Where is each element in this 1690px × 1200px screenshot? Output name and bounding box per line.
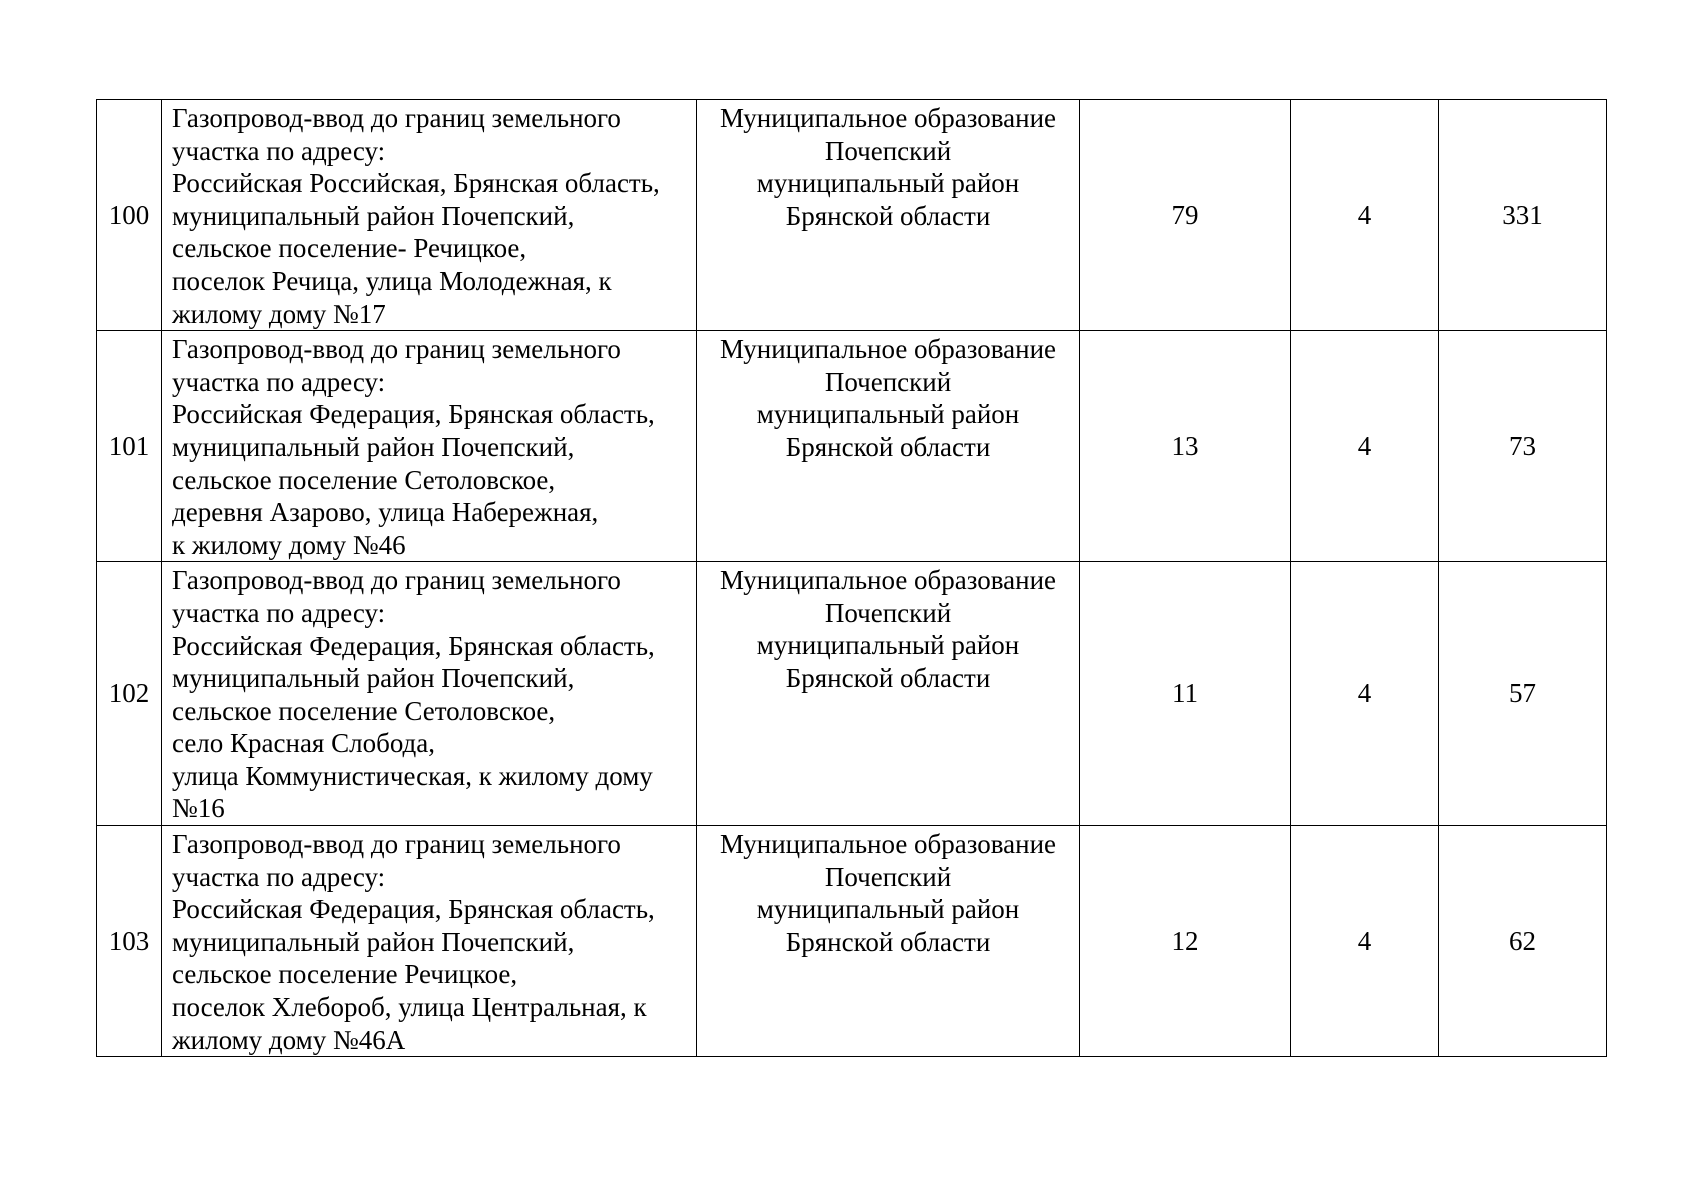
value-cell: 13 (1080, 331, 1291, 562)
owner-name: Муниципальное образование Почепский муниципальный район Брянской области (697, 562, 1080, 826)
object-description: Газопровод-ввод до границ земельного участка по адресу: Российская Российская, Брянская область, муниципальный район Почепский, сельское поселение- Речицкое, поселок Речица, улица Молодежная, к жилому дому №17 (162, 100, 697, 331)
value-cell: 4 (1291, 826, 1439, 1057)
row-number: 103 (97, 826, 162, 1057)
table-row (97, 826, 1607, 1057)
value-cell: 11 (1080, 562, 1291, 826)
value-cell: 4 (1291, 100, 1439, 331)
object-description: Газопровод-ввод до границ земельного участка по адресу: Российская Федерация, Брянская область, муниципальный район Почепский, сельское поселение Сетоловское, деревня Азарово, улица Набережная, к жилому дому №46 (162, 331, 697, 562)
value-cell: 4 (1291, 562, 1439, 826)
value-cell: 331 (1439, 100, 1607, 331)
value-cell: 57 (1439, 562, 1607, 826)
value-cell: 73 (1439, 331, 1607, 562)
row-number: 100 (97, 100, 162, 331)
data-table (96, 99, 1607, 1057)
owner-name: Муниципальное образование Почепский муниципальный район Брянской области (697, 100, 1080, 331)
value-cell: 12 (1080, 826, 1291, 1057)
owner-name: Муниципальное образование Почепский муниципальный район Брянской области (697, 826, 1080, 1057)
value-cell: 4 (1291, 331, 1439, 562)
table-row (97, 562, 1607, 826)
row-number: 102 (97, 562, 162, 826)
value-cell: 79 (1080, 100, 1291, 331)
owner-name: Муниципальное образование Почепский муниципальный район Брянской области (697, 331, 1080, 562)
object-description: Газопровод-ввод до границ земельного участка по адресу: Российская Федерация, Брянская область, муниципальный район Почепский, сельское поселение Сетоловское, село Красная Слобода, улица Коммунистическая, к жилому дому №16 (162, 562, 697, 826)
table-row (97, 100, 1607, 331)
object-description: Газопровод-ввод до границ земельного участка по адресу: Российская Федерация, Брянская область, муниципальный район Почепский, сельское поселение Речицкое, поселок Хлебороб, улица Центральная, к жилому дому №46А (162, 826, 697, 1057)
row-number: 101 (97, 331, 162, 562)
value-cell: 62 (1439, 826, 1607, 1057)
table-row (97, 331, 1607, 562)
